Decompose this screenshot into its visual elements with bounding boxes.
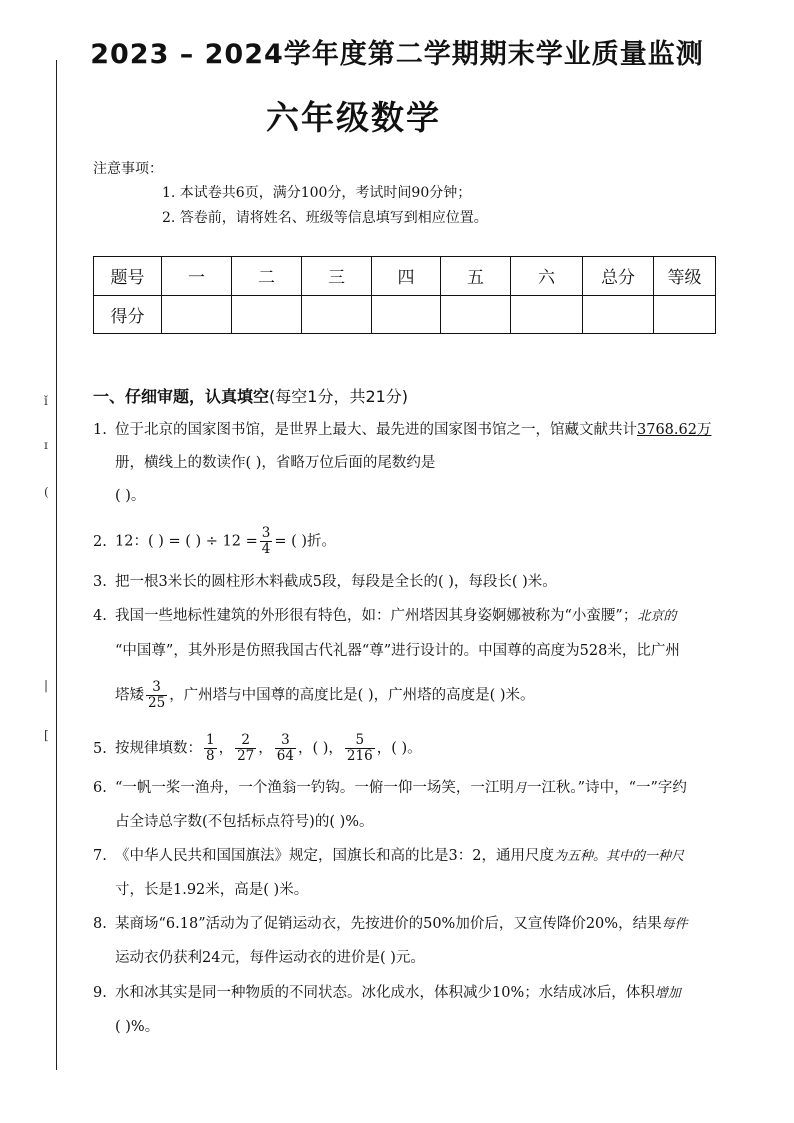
score-header-cell: 题号 [94, 257, 162, 296]
notice-heading: 注意事项： [93, 161, 163, 177]
question-7 [93, 846, 684, 867]
fraction-denominator: 25 [148, 695, 166, 711]
question-4 [93, 606, 676, 627]
question-number: 3. [93, 574, 107, 590]
question-number: 9. [93, 985, 107, 1001]
answer-blank[interactable]: ( ) [391, 740, 408, 757]
question-number: 2. [93, 533, 107, 550]
question-1-line-3[interactable]: ( )。 [115, 488, 146, 504]
score-table [93, 256, 716, 334]
score-input-cell[interactable] [583, 295, 654, 334]
question-number: 8. [93, 916, 107, 932]
question-4-line-2: “中国尊”，其外形是仿照我国古代礼器“尊”进行设计的。中国尊的高度为528米，比广州 [115, 643, 680, 659]
score-input-cell[interactable] [654, 295, 716, 334]
score-header-cell: 总分 [583, 257, 654, 296]
score-input-cell[interactable] [232, 295, 302, 334]
question-9 [93, 983, 681, 1004]
score-input-cell[interactable] [372, 295, 441, 334]
section-heading [93, 384, 408, 407]
fraction-numerator: 3 [275, 733, 296, 749]
question-text: 水和冰其实是同一种物质的不同状态。冰化成水，体积减少10%；水结成冰后，体积 [115, 985, 655, 1001]
margin-mark: ɪ [44, 438, 48, 452]
question-7-line-2[interactable]: 寸，长是1.92米，高是( )米。 [115, 882, 309, 898]
underlined-number: 3768.62万 [637, 422, 712, 438]
fraction [146, 680, 167, 711]
question-text: 我国一些地标性建筑的外形很有特色，如：广州塔因其身姿婀娜被称为“小蛮腰”； [115, 608, 638, 624]
question-number: 7. [93, 848, 107, 864]
question-text: 按规律填数： [115, 740, 202, 757]
fraction [260, 526, 273, 557]
fraction [204, 733, 217, 764]
question-text: 把一根3米长的圆柱形木料截成5段，每段是全长的( )，每段长( )米。 [115, 574, 557, 590]
question-text: = ( )折。 [274, 533, 337, 550]
question-text: 位于北京的国家图书馆，是世界上最大、最先进的国家图书馆之一，馆藏文献共计 [115, 422, 637, 438]
handwritten-text: 每件 [661, 917, 688, 932]
score-header-cell: 五 [441, 257, 511, 296]
margin-mark: [ [44, 728, 49, 742]
fraction-denominator: 216 [346, 748, 373, 764]
question-8 [93, 914, 688, 935]
margin-mark: ( [44, 485, 49, 499]
fraction-denominator: 8 [206, 748, 215, 764]
handwritten-text: 北京的 [637, 609, 677, 624]
question-1-line-2[interactable]: 册，横线上的数读作( )，省略万位后面的尾数约是 [115, 455, 436, 471]
score-header-cell: 二 [232, 257, 302, 296]
score-input-cell[interactable] [441, 295, 511, 334]
score-header-cell: 等级 [654, 257, 716, 296]
fraction-denominator: 4 [261, 541, 271, 557]
binding-line [56, 60, 57, 1070]
fraction-denominator: 64 [276, 748, 294, 764]
question-6-line-2[interactable]: 占全诗总字数(不包括标点符号)的( )%。 [115, 814, 374, 830]
question-text: 。 [407, 740, 422, 757]
fraction-denominator: 27 [237, 748, 255, 764]
margin-mark: | [44, 678, 49, 692]
question-number: 5. [93, 740, 107, 757]
fraction-numerator: 5 [345, 733, 375, 749]
fraction-numerator: 3 [146, 680, 167, 696]
fraction-numerator: 1 [206, 732, 215, 748]
question-4-line-3[interactable] [115, 680, 535, 711]
question-6 [93, 778, 687, 799]
question-text: 某商场“6.18”活动为了促销运动衣，先按进价的50%加价后，又宣传降价20%，结果 [115, 916, 662, 932]
margin-mark: ǐ [44, 394, 48, 408]
fraction-numerator: 2 [235, 733, 256, 749]
notice-item: 1. 本试卷共6页，满分100分，考试时间90分钟； [162, 185, 472, 201]
handwritten-text: 月 [513, 781, 527, 796]
question-number: 4. [93, 608, 107, 624]
score-input-cell[interactable] [511, 295, 583, 334]
question-text: 塔矮 [115, 687, 144, 704]
question-text: “一帆一桨一渔舟，一个渔翁一钓钩。一俯一仰一场笑，一江明 [115, 780, 514, 796]
fraction [275, 733, 296, 764]
score-header-cell: 一 [162, 257, 232, 296]
question-number: 1. [93, 422, 107, 438]
question-number: 6. [93, 780, 107, 796]
handwritten-text: 增加 [654, 986, 681, 1001]
score-input-cell[interactable] [302, 295, 372, 334]
section-note: (每空1分，共21分) [269, 387, 409, 406]
question-5[interactable]: 5. 按规律填数： $\frac{1}{8}$ ， $\frac{2}{27}$ ， $\frac{3}{64}$ ，( )， $\frac{5}{216}$ ，( )。 [93, 732, 422, 764]
score-header-cell: 四 [372, 257, 441, 296]
score-table-header-row [94, 257, 716, 296]
notice-item: 2. 答卷前，请将姓名、班级等信息填写到相应位置。 [162, 210, 488, 226]
question-text: 一江秋。”诗中，“一”字约 [526, 780, 687, 796]
question-text: ，广州塔与中国尊的高度比是( )，广州塔的高度是( )米。 [169, 687, 535, 704]
question-1 [93, 420, 711, 440]
question-text: 12：( ) = ( ) ÷ 12 = [115, 533, 258, 550]
question-text: 《中华人民共和国国旗法》规定，国旗长和高的比是3：2，通用尺度 [115, 848, 554, 864]
score-header-cell: 三 [302, 257, 372, 296]
question-3[interactable] [93, 572, 557, 592]
question-8-line-2[interactable]: 运动衣仍获利24元，每件运动衣的进价是( )元。 [115, 950, 425, 966]
question-2[interactable] [93, 526, 336, 557]
question-9-line-2[interactable]: ( )%。 [115, 1019, 160, 1035]
score-table-score-row [94, 295, 716, 334]
score-row-label: 得分 [94, 295, 162, 334]
section-title: 一、仔细审题，认真填空 [93, 387, 270, 406]
answer-blank[interactable]: ( ) [312, 740, 329, 757]
exam-subtitle: 六年级数学 [266, 98, 441, 137]
score-header-cell: 六 [511, 257, 583, 296]
fraction [235, 733, 256, 764]
fraction-numerator: 3 [261, 525, 271, 541]
exam-title: 2023 – 2024学年度第二学期期末学业质量监测 [90, 39, 704, 70]
score-input-cell[interactable] [162, 295, 232, 334]
fraction [345, 733, 375, 764]
handwritten-text: 为五种。其中的一种尺 [553, 849, 684, 864]
